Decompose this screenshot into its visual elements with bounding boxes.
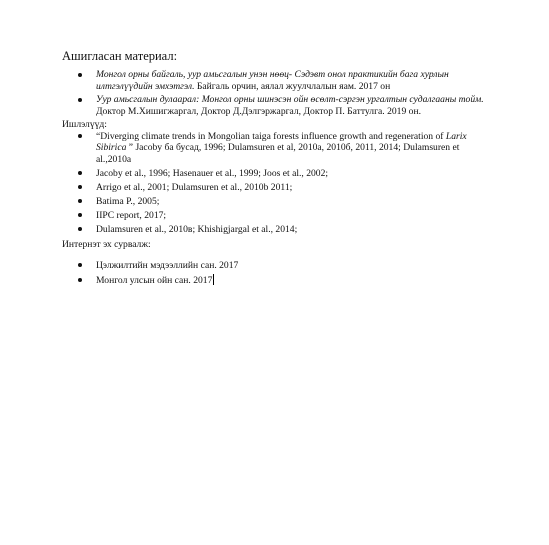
bullet-icon — [78, 134, 82, 138]
species-name: Larix Sibirica — [96, 130, 467, 153]
bullet-icon — [78, 73, 82, 77]
bullet-icon — [78, 263, 82, 267]
document-body[interactable] — [62, 49, 492, 290]
citation-text: IIPC report, 2017; — [96, 209, 167, 221]
citation-text: Jacoby et al., 1996; Hasenauer et al., 1999; Joos et al., 2002; — [96, 167, 329, 179]
research-label: Ишлэлүүд: — [62, 119, 107, 130]
list-item — [62, 196, 492, 208]
bullet-icon — [78, 199, 82, 203]
material-source: Байгаль орчин, аялал жуулчлалын яам. 2017 он — [194, 80, 391, 92]
citation-text: Dulamsuren et al., 2010в; Khishigjargal et al., 2014; — [96, 223, 298, 235]
material-title: Уур амьсгалын дулаарал: Монгол орны шинэсэн ойн өсөлт-сэргэн ургалтын судалгааны тойм. — [96, 94, 484, 105]
list-item — [62, 224, 492, 236]
material-title: Монгол орны байгаль, уур амьсгалын унэн нөөц- Сэдэвт онол практикийн бага хурлын илтгэлүүдийн эмхэтгэл. — [96, 69, 449, 92]
source-text: Монгол улсын ойн сан. 2017 — [96, 275, 213, 286]
citation-text: ” Jacoby ба бусад, 1996; Dulamsuren et al, 2010a, 2010б, 2011, 2014; Dulamsuren et al.,2010a — [96, 142, 460, 165]
list-item — [62, 168, 492, 180]
materials-heading: Ашигласан материал: — [62, 49, 178, 63]
list-item — [62, 182, 492, 194]
list-item — [62, 260, 492, 272]
citation-text: Arrigo et al., 2001; Dulamsuren et al., 2010b 2011; — [96, 181, 293, 193]
list-item — [62, 210, 492, 222]
bullet-icon — [78, 213, 82, 217]
internet-label: Интернэт эх сурвалж: — [62, 239, 151, 250]
citation-text: “Diverging climate trends in Mongolian taiga forests influence growth and regeneration of — [96, 130, 446, 142]
citation-text: Batima P., 2005; — [96, 195, 160, 207]
list-item — [62, 131, 492, 166]
source-text: Цэлжилтийн мэдээллийн сан. 2017 — [96, 259, 239, 271]
list-item — [62, 274, 492, 287]
bullet-icon — [78, 278, 82, 282]
text-cursor — [213, 274, 214, 285]
research-list — [62, 131, 492, 236]
material-source: Доктор М.Хишигжаргал, Доктор Д.Дэлгэржаргал, Доктор П. Баттулга. 2019 он. — [96, 105, 421, 117]
list-item — [62, 94, 492, 117]
bullet-icon — [78, 98, 82, 102]
list-item — [62, 69, 492, 92]
bullet-icon — [78, 185, 82, 189]
materials-list — [62, 69, 492, 117]
bullet-icon — [78, 227, 82, 231]
internet-list — [62, 260, 492, 287]
bullet-icon — [78, 171, 82, 175]
